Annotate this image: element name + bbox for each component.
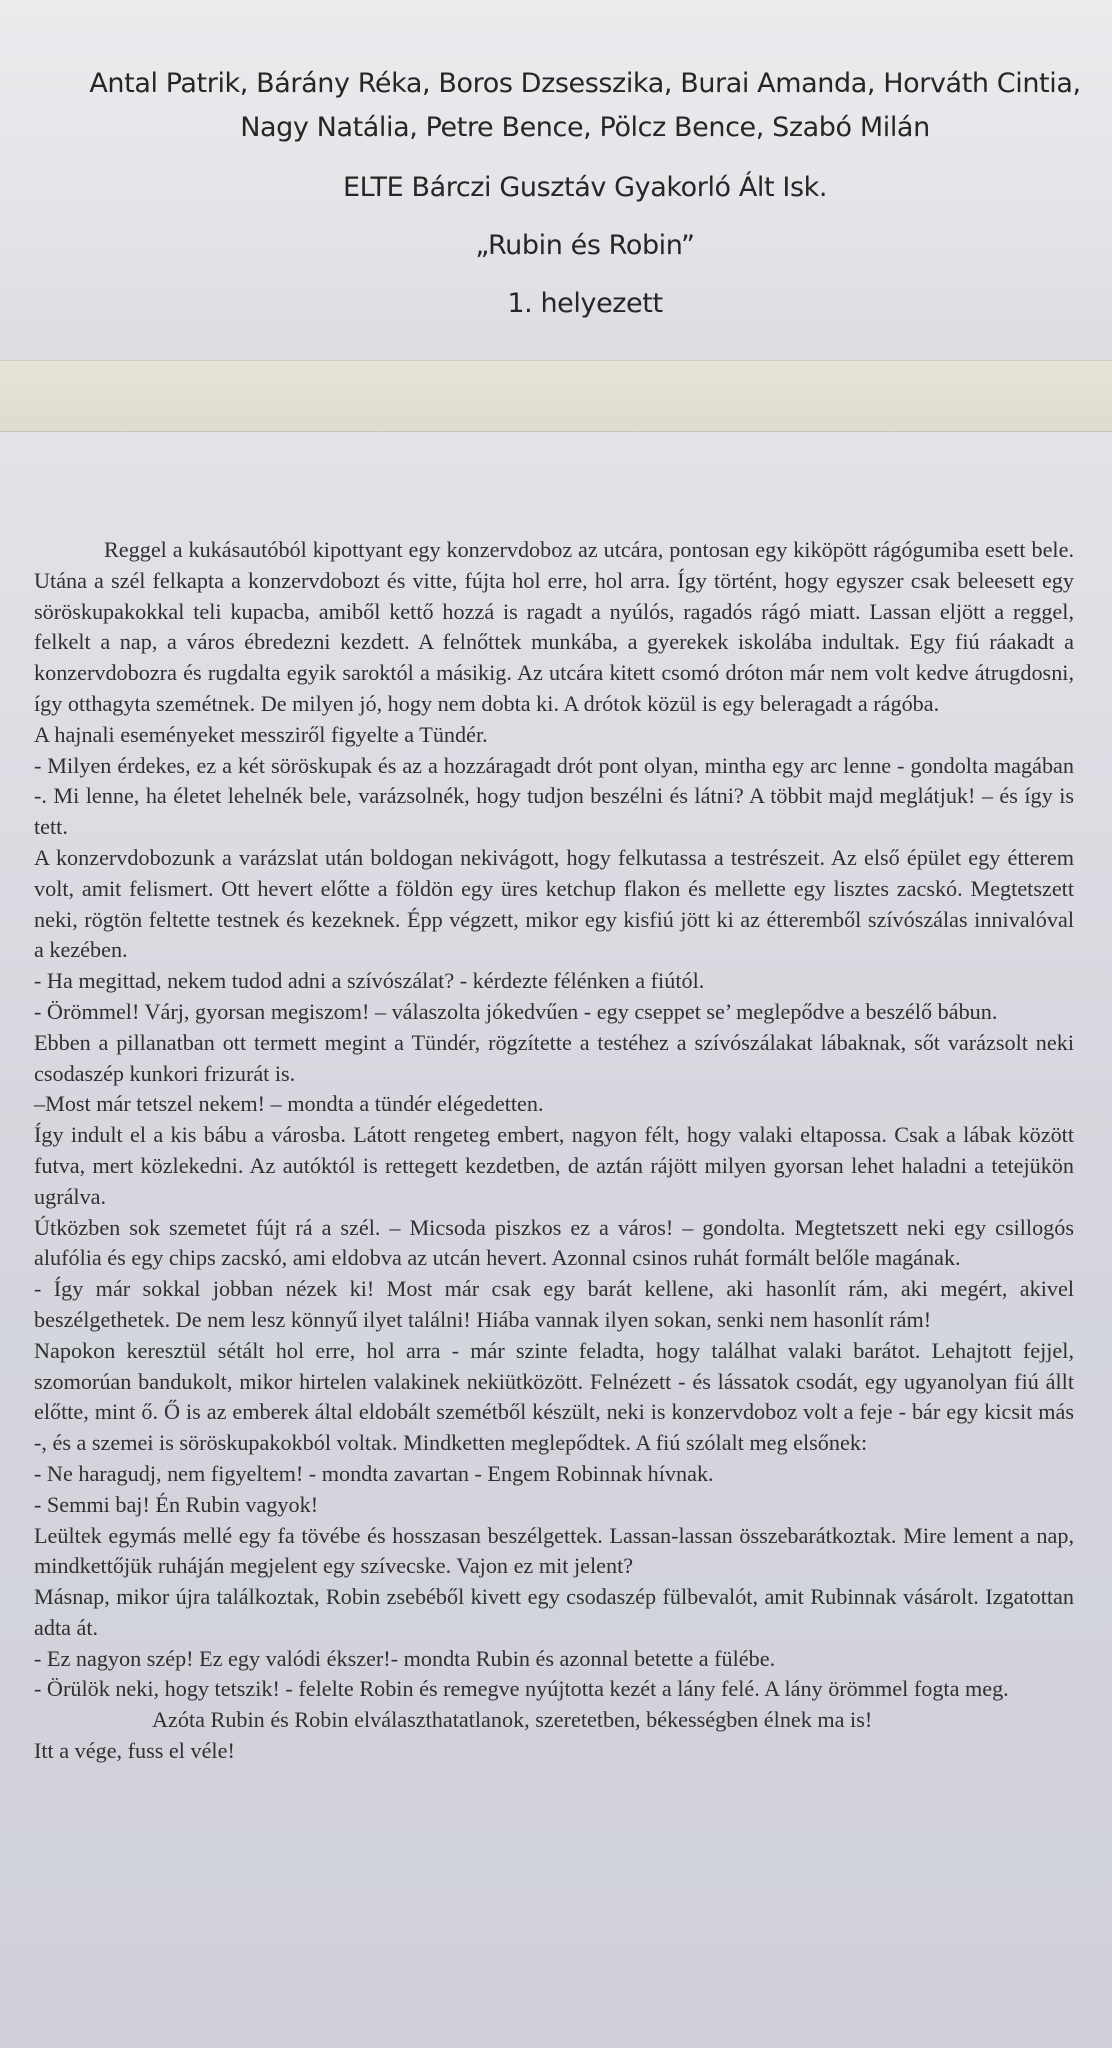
paragraph: Napokon keresztül sétált hol erre, hol arra - már szinte feladta, hogy találhat valaki barátot. Lehajtott fejjel, szomorúan bandukolt, mikor hirtelen valakinek nekiütközött. Felnézett - és lássatok csodát, egy ugyanolyan fiú állt előtte, mint ő. Ő is az emberek által eldobált szemétből készült, neki is konzervdoboz volt a feje - bár egy kicsit más -, és a szemei is söröskupakokból voltak. Mindketten meglepődtek. A fiú szólalt meg elsőnek: bbox=[34, 1337, 1074, 1456]
document-header bbox=[60, 62, 1110, 324]
paragraph: - Semmi baj! Én Rubin vagyok! bbox=[34, 1491, 319, 1517]
paragraph: Ebben a pillanatban ott termett megint a Tündér, rögzítette a testéhez a szívószálakat lábaknak, sőt varázsolt neki csodaszép kunkori frizurát is. bbox=[34, 1029, 1074, 1086]
authors-line-1: Antal Patrik, Bárány Réka, Boros Dzsesszika, Burai Amanda, Horváth Cintia, bbox=[89, 68, 1081, 99]
paragraph: Másnap, mikor újra találkoztak, Robin zsebéből kivett egy csodaszép fülbevalót, amit Rubinnak vásárolt. Izgatottan adta át. bbox=[34, 1584, 1074, 1640]
paper-strip bbox=[0, 360, 1112, 432]
closing-line: Itt a vége, fuss el véle! bbox=[34, 1738, 235, 1764]
paragraph: Így indult el a kis bábu a városba. Látott rengeteg embert, nagyon félt, hogy valaki eltapossa. Csak a lábak között futva, mert közlekedni. Az autóktól is rettegett kezdetben, de aztán rájött milyen gyorsan lehet haladni a tetejükön ugrálva. bbox=[34, 1122, 1074, 1209]
paragraph: –Most már tetszel nekem! – mondta a tündér elégedetten. bbox=[34, 1091, 544, 1117]
paragraph: - Örülök neki, hogy tetszik! - felelte Robin és remegve nyújtotta kezét a lány felé. A lány örömmel fogta meg. bbox=[34, 1676, 1009, 1702]
paragraph: - Ne haragudj, nem figyeltem! - mondta zavartan - Engem Robinnak hívnak. bbox=[34, 1460, 714, 1486]
authors bbox=[60, 62, 1110, 150]
paragraph: - Milyen érdekes, ez a két söröskupak és az a hozzáragadt drót pont olyan, mintha egy arc lenne - gondolta magában -. Mi lenne, ha életet lehelnék bele, varázsolnék, hogy tudjon beszélni és látni? A többit majd meglátjuk! – és így is tett. bbox=[34, 752, 1074, 840]
paragraph: Leültek egymás mellé egy fa tövébe és hosszasan beszélgettek. Lassan-lassan összebarátkoztak. Mire lement a nap, mindkettőjük ruháján megjelent egy szívecske. Vajon ez mit jelent? bbox=[34, 1522, 1074, 1579]
placement: 1. helyezett bbox=[507, 288, 663, 319]
paragraph: - Ez nagyon szép! Ez egy valódi ékszer!- mondta Rubin és azonnal betette a fülébe. bbox=[34, 1645, 776, 1671]
story-text bbox=[34, 535, 1074, 1767]
paragraph: Azóta Rubin és Robin elválaszthatatlanok, szeretetben, békességben élnek ma is! bbox=[152, 1707, 873, 1733]
paragraph: A konzervdobozunk a varázslat után boldogan nekivágott, hogy felkutassa a testrészeit. Az első épület egy étterem volt, amit felismert. Ott hevert előtte a földön egy üres ketchup flakon és mellette egy lisztes zacskó. Megtetszett neki, rögtön feltette testnek és kezeknek. Épp végzett, mikor egy kisfiú jött ki az étteremből szívószálas innivalóval a kezében. bbox=[34, 844, 1074, 963]
paragraph: - Örömmel! Várj, gyorsan megiszom! – válaszolta jókedvűen - egy cseppet se’ meglepődve a beszélő bábun. bbox=[34, 998, 998, 1024]
paragraph: Reggel a kukásautóból kipottyant egy konzervdoboz az utcára, pontosan egy kiköpött rágógumiba esett bele. Utána a szél felkapta a konzervdobozt és vitte, fújta hol erre, hol arra. Így történt, hogy egyszer csak beleesett egy söröskupakokkal teli kupacba, amiből kettő hozzá is ragadt a nyúlós, ragadós rágó miatt. Lassan eljött a reggel, felkelt a nap, a város ébredezni kezdett. A felnőttek munkába, a gyerekek iskolába indultak. Egy fiú ráakadt a konzervdobozra és rugdalta egyik saroktól a másikig. Az utcára kitett csomó dróton már nem volt kedve átrugdosni, így otthagyta szemétnek. De milyen jó, hogy nem dobta ki. A drótok közül is egy beleragadt a rágóba. bbox=[34, 537, 1074, 716]
paragraph: - Ha megittad, nekem tudod adni a szívószálat? - kérdezte félénken a fiútól. bbox=[34, 968, 705, 994]
paragraph: Útközben sok szemetet fújt rá a szél. – Micsoda piszkos ez a város! – gondolta. Megtetszett neki egy csillogós alufólia és egy chips zacskó, ami eldobva az utcán hevert. Azonnal csinos ruhát formált belőle magának. bbox=[34, 1214, 1074, 1271]
authors-line-2: Nagy Natália, Petre Bence, Pölcz Bence, Szabó Milán bbox=[240, 112, 930, 143]
story-title: „Rubin és Robin” bbox=[475, 230, 695, 261]
paragraph: A hajnali eseményeket messziről figyelte a Tündér. bbox=[34, 721, 488, 747]
paragraph: - Így már sokkal jobban nézek ki! Most már csak egy barát kellene, aki hasonlít rám, aki megért, akivel beszélgethetek. De nem lesz könnyű ilyet találni! Hiába vannak ilyen sokan, senki nem hasonlít rám! bbox=[34, 1276, 1074, 1332]
school-name: ELTE Bárczi Gusztáv Gyakorló Ált Isk. bbox=[342, 172, 828, 203]
